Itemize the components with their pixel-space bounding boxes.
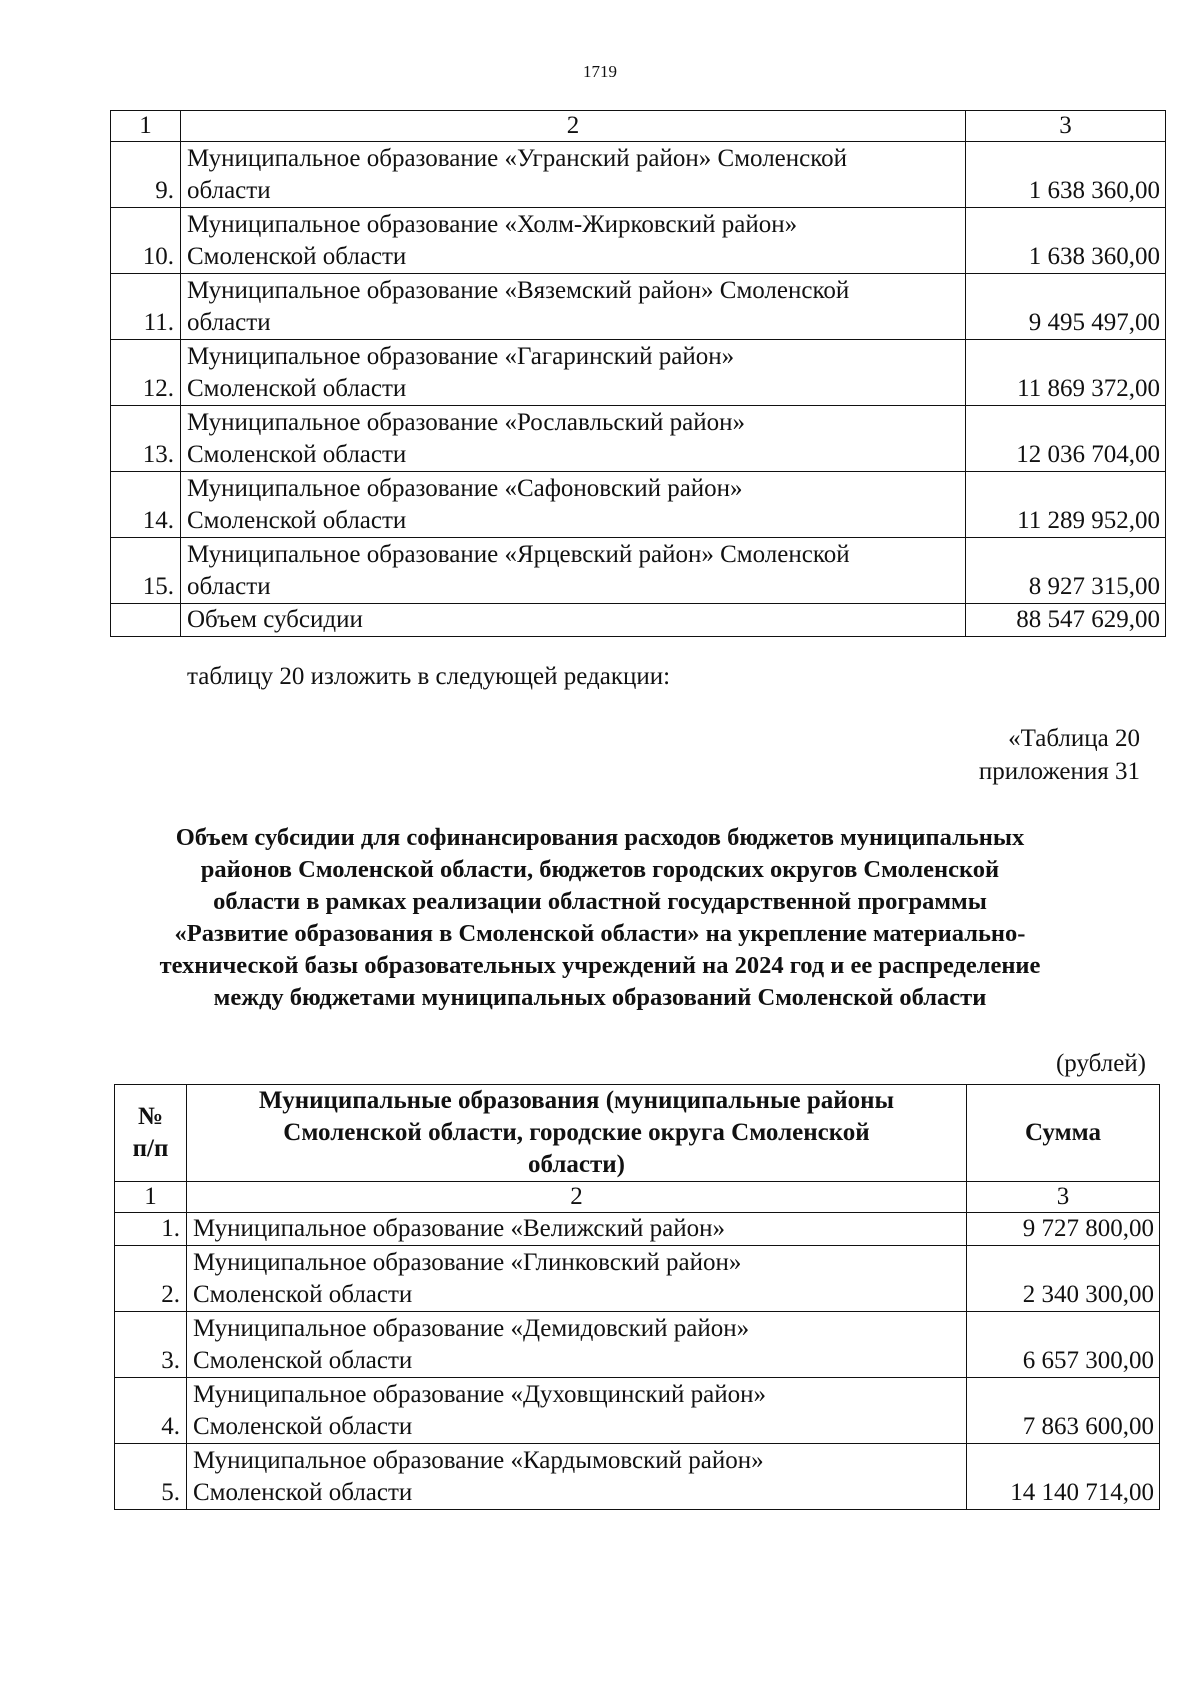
table-reference-line: приложения 31	[978, 758, 1140, 785]
table-row	[115, 1246, 1160, 1312]
subsidy-amount: 11 869 372,00	[966, 340, 1166, 406]
table-row	[115, 1378, 1160, 1444]
table-row	[115, 1312, 1160, 1378]
column-header-number: № п/п	[115, 1085, 187, 1182]
total-empty-cell	[111, 604, 181, 637]
units-label: (рублей)	[1055, 1050, 1146, 1077]
municipality-name: Муниципальное образование «Рославльский район» Смоленской области	[181, 406, 966, 472]
title-line: между бюджетами муниципальных образований Смоленской области	[213, 984, 987, 1011]
subsidy-amount: 12 036 704,00	[966, 406, 1166, 472]
subsidy-amount: 9 495 497,00	[966, 274, 1166, 340]
total-amount: 88 547 629,00	[966, 604, 1166, 637]
row-number: 5.	[115, 1444, 187, 1510]
subsidy-amount: 1 638 360,00	[966, 142, 1166, 208]
column-number-1: 1	[111, 111, 181, 142]
municipality-name: Муниципальное образование «Духовщинский район» Смоленской области	[187, 1378, 967, 1444]
table-row	[111, 208, 1166, 274]
table-title	[100, 822, 1100, 1014]
subsidy-table-continued	[110, 110, 1166, 637]
subsidy-amount: 11 289 952,00	[966, 472, 1166, 538]
municipality-name: Муниципальное образование «Гагаринский район» Смоленской области	[181, 340, 966, 406]
municipality-name: Муниципальное образование «Вяземский район» Смоленской области	[181, 274, 966, 340]
page-number: 1719	[583, 62, 617, 81]
row-number: 2.	[115, 1246, 187, 1312]
table-row	[111, 142, 1166, 208]
title-line: технической базы образовательных учреждений на 2024 год и ее распределение	[159, 952, 1041, 979]
table-reference	[979, 722, 1140, 788]
column-number-1: 1	[115, 1182, 187, 1213]
column-header-sum: Сумма	[967, 1085, 1160, 1182]
subsidy-amount: 1 638 360,00	[966, 208, 1166, 274]
subsidy-amount: 14 140 714,00	[967, 1444, 1160, 1510]
municipality-name: Муниципальное образование «Угранский район» Смоленской области	[181, 142, 966, 208]
title-line: Объем субсидии для софинансирования расходов бюджетов муниципальных	[175, 824, 1025, 851]
column-number-row	[111, 111, 1166, 142]
row-number: 12.	[111, 340, 181, 406]
row-number: 1.	[115, 1213, 187, 1246]
subsidy-amount: 9 727 800,00	[967, 1213, 1160, 1246]
municipality-name: Муниципальное образование «Демидовский район» Смоленской области	[187, 1312, 967, 1378]
table-row	[111, 274, 1166, 340]
table-row	[111, 472, 1166, 538]
row-number: 15.	[111, 538, 181, 604]
municipality-name: Муниципальное образование «Ярцевский район» Смоленской области	[181, 538, 966, 604]
table-reference-line: «Таблица 20	[1008, 725, 1140, 752]
row-number: 14.	[111, 472, 181, 538]
municipality-name: Муниципальное образование «Кардымовский район» Смоленской области	[187, 1444, 967, 1510]
total-label: Объем субсидии	[181, 604, 966, 637]
column-number-2: 2	[181, 111, 966, 142]
row-number: 4.	[115, 1378, 187, 1444]
table-row	[115, 1444, 1160, 1510]
column-number-row	[115, 1182, 1160, 1213]
subsidy-distribution-table	[114, 1084, 1160, 1510]
table-row	[111, 406, 1166, 472]
title-line: области в рамках реализации областной государственной программы	[213, 888, 987, 915]
subsidy-amount: 6 657 300,00	[967, 1312, 1160, 1378]
title-line: «Развитие образования в Смоленской области» на укрепление материально-	[174, 920, 1026, 947]
row-number: 9.	[111, 142, 181, 208]
column-number-3: 3	[966, 111, 1166, 142]
table-row	[111, 538, 1166, 604]
row-number: 13.	[111, 406, 181, 472]
municipality-name: Муниципальное образование «Велижский район»	[187, 1213, 967, 1246]
intro-text: таблицу 20 изложить в следующей редакции:	[187, 663, 671, 690]
column-number-2: 2	[187, 1182, 967, 1213]
subsidy-amount: 2 340 300,00	[967, 1246, 1160, 1312]
row-number: 11.	[111, 274, 181, 340]
column-header-municipality: Муниципальные образования (муниципальные районы Смоленской области, городские округа Смоленской области)	[187, 1085, 967, 1182]
total-row	[111, 604, 1166, 637]
table-header-row	[115, 1085, 1160, 1182]
subsidy-amount: 7 863 600,00	[967, 1378, 1160, 1444]
table-row	[111, 340, 1166, 406]
municipality-name: Муниципальное образование «Сафоновский район» Смоленской области	[181, 472, 966, 538]
subsidy-amount: 8 927 315,00	[966, 538, 1166, 604]
title-line: районов Смоленской области, бюджетов городских округов Смоленской	[200, 856, 1000, 883]
column-number-3: 3	[967, 1182, 1160, 1213]
municipality-name: Муниципальное образование «Холм-Жирковский район» Смоленской области	[181, 208, 966, 274]
table-row	[115, 1213, 1160, 1246]
row-number: 3.	[115, 1312, 187, 1378]
municipality-name: Муниципальное образование «Глинковский район» Смоленской области	[187, 1246, 967, 1312]
row-number: 10.	[111, 208, 181, 274]
